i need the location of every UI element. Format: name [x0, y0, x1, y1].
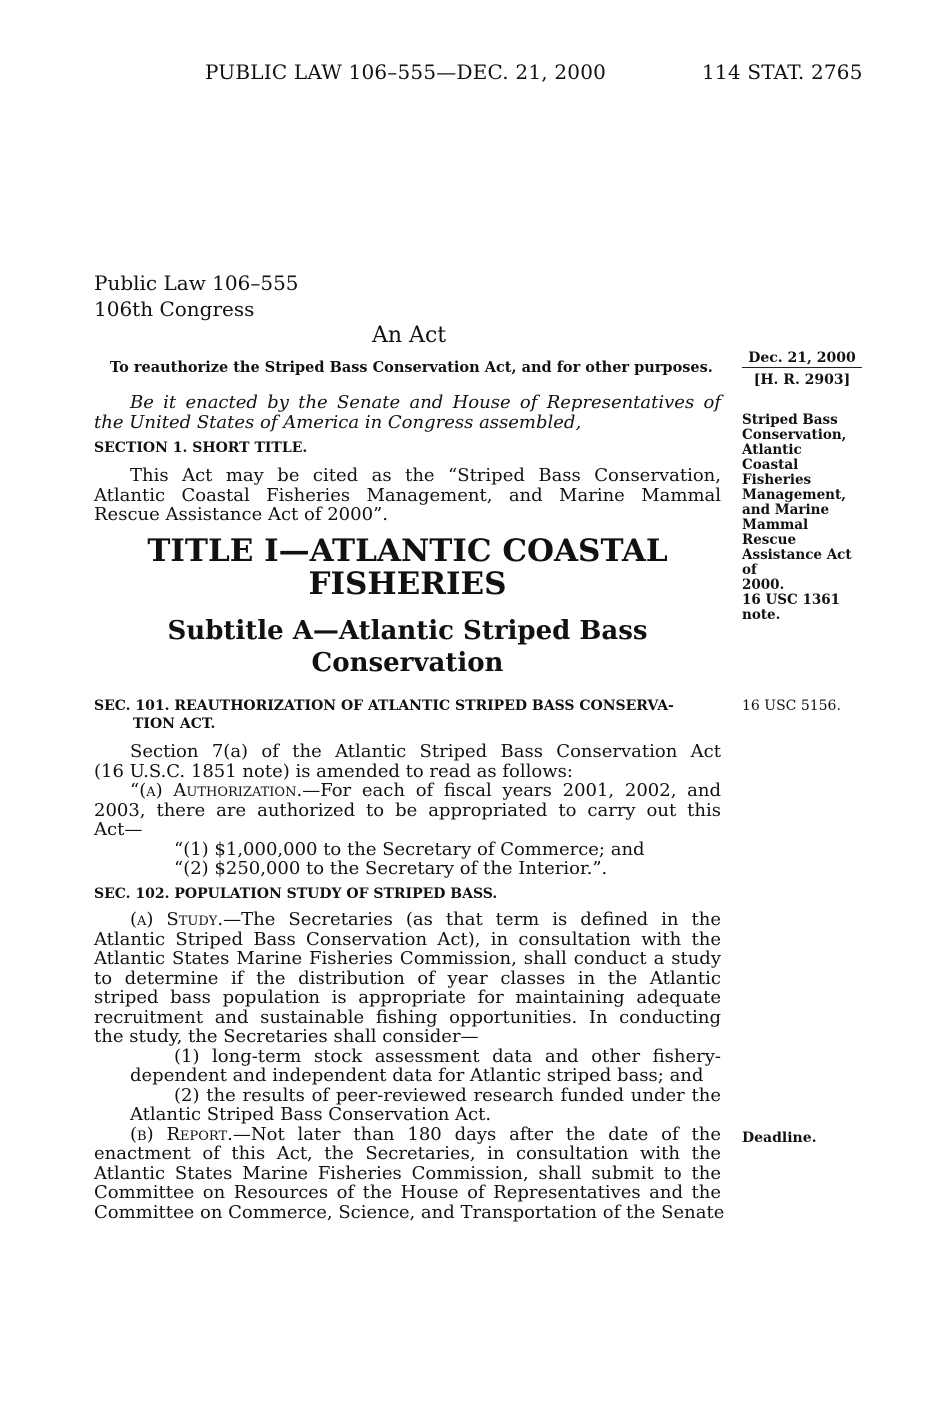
- section-1-text: This Act may be cited as the “Striped Bass Conservation, Atlantic Coastal Fisheries Management, and Marine Mammal Rescue Assistance Act of 2000”.: [94, 465, 721, 525]
- enacting-clause: Be it enacted by the Senate and House of Representatives of the United States of America in Congress assembled,: [94, 392, 721, 433]
- act-heading: An Act: [372, 323, 447, 348]
- subtitle-a-heading: Subtitle A—Atlantic Striped Bass Conservation: [167, 616, 648, 678]
- study-paragraph-2: (2) the results of peer-reviewed research funded under the: [174, 1084, 721, 1106]
- act-purpose: To reauthorize the Striped Bass Conservation Act, and for other purposes.: [110, 359, 713, 376]
- study-paragraph-1: (1) long-term stock assessment data and other fishery-: [174, 1045, 721, 1067]
- margin-bill-number: [H. R. 2903]: [753, 372, 851, 388]
- title-i-heading: TITLE I—ATLANTIC COASTAL FISHERIES: [147, 533, 668, 602]
- sec-101-heading-cont: TION ACT.: [133, 716, 216, 732]
- congress-number: 106th Congress: [94, 297, 255, 321]
- study-label: (a) Study.: [130, 909, 224, 930]
- sec-102-text: (a) Study.—The Secretaries (as that term is defined in the Atlantic Striped Bass Conservation Act), in consultation with the Atlantic States Marine Fisheries Commission, shall conduct a study to determine if the distribution of year classes in the Atlantic striped bass population is appropriate for maintaining adequate recruitment and sustainable fishing opportunities. In conducting the study, the Secretaries shall consider— (1) long-term stock assessment data and other fishery- dependent and independent data for Atlantic striped bass; and (2) the results of peer-reviewed research funded under the Atlantic Striped Bass Conservation Act. (b) Report.—Not later than 180 days after the date of the enactment of this Act, the Secretaries, in consultation with the Atlantic States Marine Fisheries Commission, shall submit to the Committee on Resources of the House of Representatives and the Committee on Commerce, Science, and Transportation of the Senate: [94, 909, 725, 1223]
- sec-101-text: Section 7(a) of the Atlantic Striped Bass Conservation Act (16 U.S.C. 1851 note) is amended to read as follows: “(a) Authorization.—For each of fiscal years 2001, 2002, and 2003, there are authorized to be appropriated to carry out this Act— “(1) $1,000,000 to the Secretary of Commerce; and “(2) $250,000 to the Secretary of the Interior.”.: [94, 741, 722, 879]
- margin-usc-5156: 16 USC 5156.: [742, 698, 841, 714]
- section-1-heading: SECTION 1. SHORT TITLE.: [94, 440, 308, 456]
- running-header-right: 114 STAT. 2765: [702, 60, 863, 84]
- appropriation-item-2: “(2) $250,000 to the Secretary of the Interior.”.: [174, 858, 608, 879]
- public-law-number: Public Law 106–555: [94, 271, 299, 295]
- sec-101-heading: SEC. 101. REAUTHORIZATION OF ATLANTIC STRIPED BASS CONSERVA-: [94, 698, 674, 714]
- sec-102-heading: SEC. 102. POPULATION STUDY OF STRIPED BASS.: [94, 886, 498, 902]
- margin-short-title-note: Striped Bass Conservation, Atlantic Coastal Fisheries Management, and Marine Mammal Rescue Assistance Act of 2000. 16 USC 1361 note.: [742, 412, 852, 623]
- margin-deadline: Deadline.: [742, 1130, 817, 1146]
- running-header-left: PUBLIC LAW 106–555—DEC. 21, 2000: [205, 60, 607, 84]
- authorization-label: “(a) Authorization.: [130, 780, 303, 801]
- margin-date: Dec. 21, 2000: [742, 350, 862, 368]
- appropriation-item-1: “(1) $1,000,000 to the Secretary of Commerce; and: [174, 838, 645, 860]
- report-label: (b) Report.: [130, 1123, 233, 1145]
